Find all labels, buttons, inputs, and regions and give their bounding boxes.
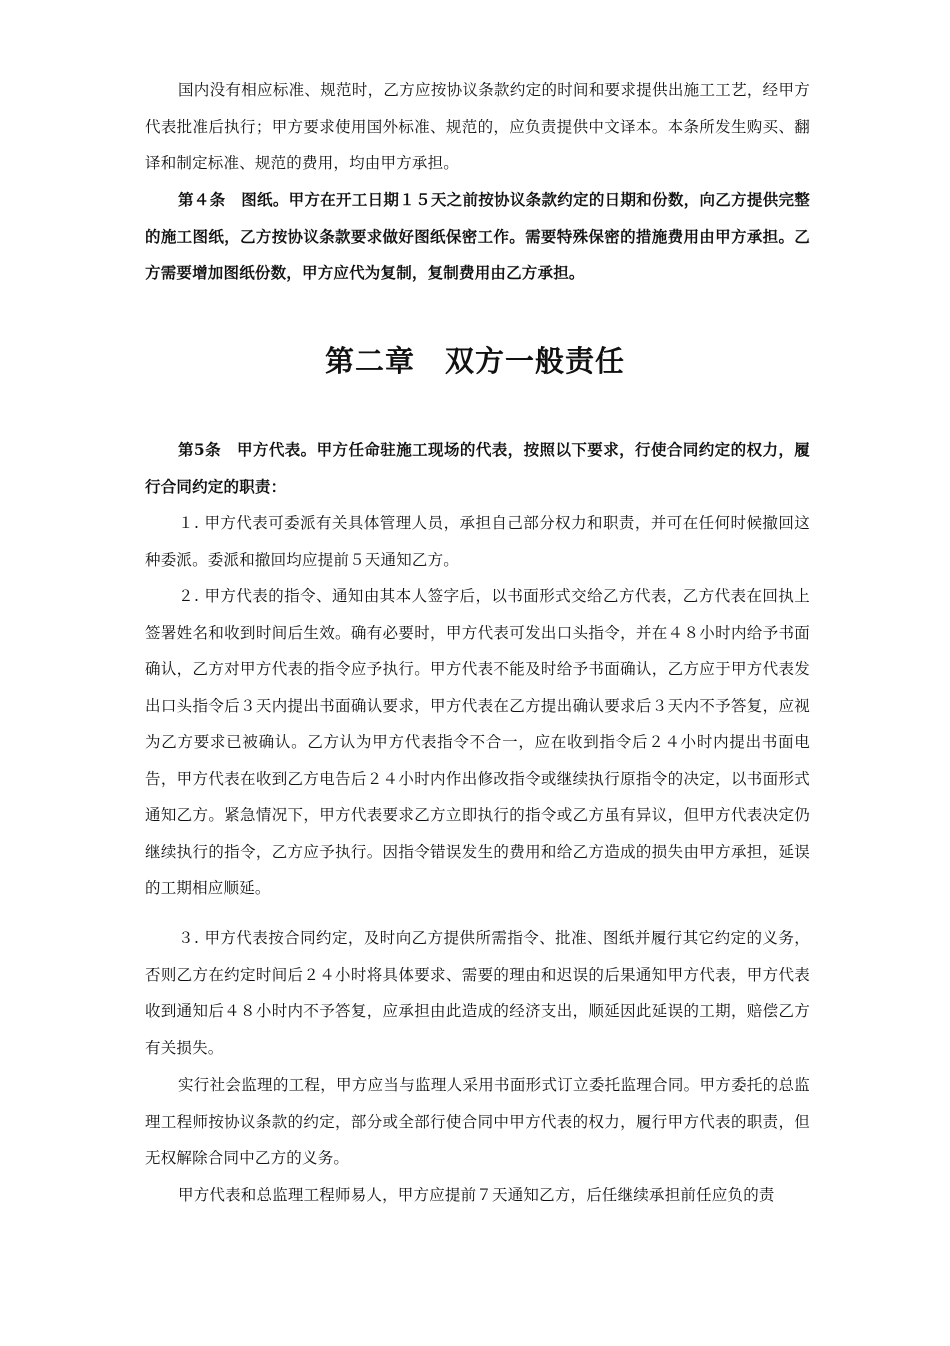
- article-4-drawings: 第４条 图纸。甲方在开工日期１５天之前按协议条款约定的日期和份数，向乙方提供完整的施工图纸，乙方按协议条款要求做好图纸保密工作。需要特殊保密的措施费用由甲方承担。乙方需要增加图纸份数，甲方应代为复制，复制费用由乙方承担。: [145, 190, 810, 282]
- paragraph-replacement: 甲方代表和总监理工程师易人，甲方应提前７天通知乙方，后任继续承担前任应负的责: [178, 1186, 775, 1204]
- paragraph-supervision: 实行社会监理的工程，甲方应当与监理人采用书面形式订立委托监理合同。甲方委托的总监理工程师按协议条款的约定，部分或全部行使合同中甲方代表的权力，履行甲方代表的职责，但无权解除合同中乙方的义务。: [145, 1076, 810, 1167]
- clause-2-instructions: ２. 甲方代表的指令、通知由其本人签字后，以书面形式交给乙方代表，乙方代表在回执上签署姓名和收到时间后生效。确有必要时，甲方代表可发出口头指令，并在４８小时内给予书面确认，乙方对甲方代表的指令应予执行。甲方代表不能及时给予书面确认，乙方应于甲方代表发出口头指令后３天内提出书面确认要求，甲方代表在乙方提出确认要求后３天内不予答复，应视为乙方要求已被确认。乙方认为甲方代表指令不合一，应在收到指令后２４小时内提出书面电告，甲方代表在收到乙方电告后２４小时内作出修改指令或继续执行原指令的决定，以书面形式通知乙方。紧急情况下，甲方代表要求乙方立即执行的指令或乙方虽有异议，但甲方代表决定仍继续执行的指令，乙方应予执行。因指令错误发生的费用和给乙方造成的损失由甲方承担，延误的工期相应顺延。: [145, 587, 810, 897]
- paragraph-standards: 国内没有相应标准、规范时，乙方应按协议条款约定的时间和要求提供出施工工艺，经甲方代表批准后执行；甲方要求使用国外标准、规范的，应负责提供中文译本。本条所发生购买、翻译和制定标准、规范的费用，均由甲方承担。: [145, 81, 810, 172]
- article-5-owner-representative: 第5条 甲方代表。甲方任命驻施工现场的代表，按照以下要求，行使合同约定的权力，履行合同约定的职责：: [145, 440, 810, 496]
- clause-1-delegation: １. 甲方代表可委派有关具体管理人员，承担自己部分权力和职责，并可在任何时候撤回这种委派。委派和撤回均应提前５天通知乙方。: [145, 514, 810, 569]
- clause-3-obligations: ３. 甲方代表按合同约定，及时向乙方提供所需指令、批准、图纸并履行其它约定的义务，否则乙方在约定时间后２４小时将具体要求、需要的理由和迟误的后果通知甲方代表，甲方代表收到通知后４８小时内不予答复，应承担由此造成的经济支出，顺延因此延误的工期，赔偿乙方有关损失。: [145, 929, 810, 1057]
- chapter-title: 第二章 双方一般责任: [324, 344, 625, 378]
